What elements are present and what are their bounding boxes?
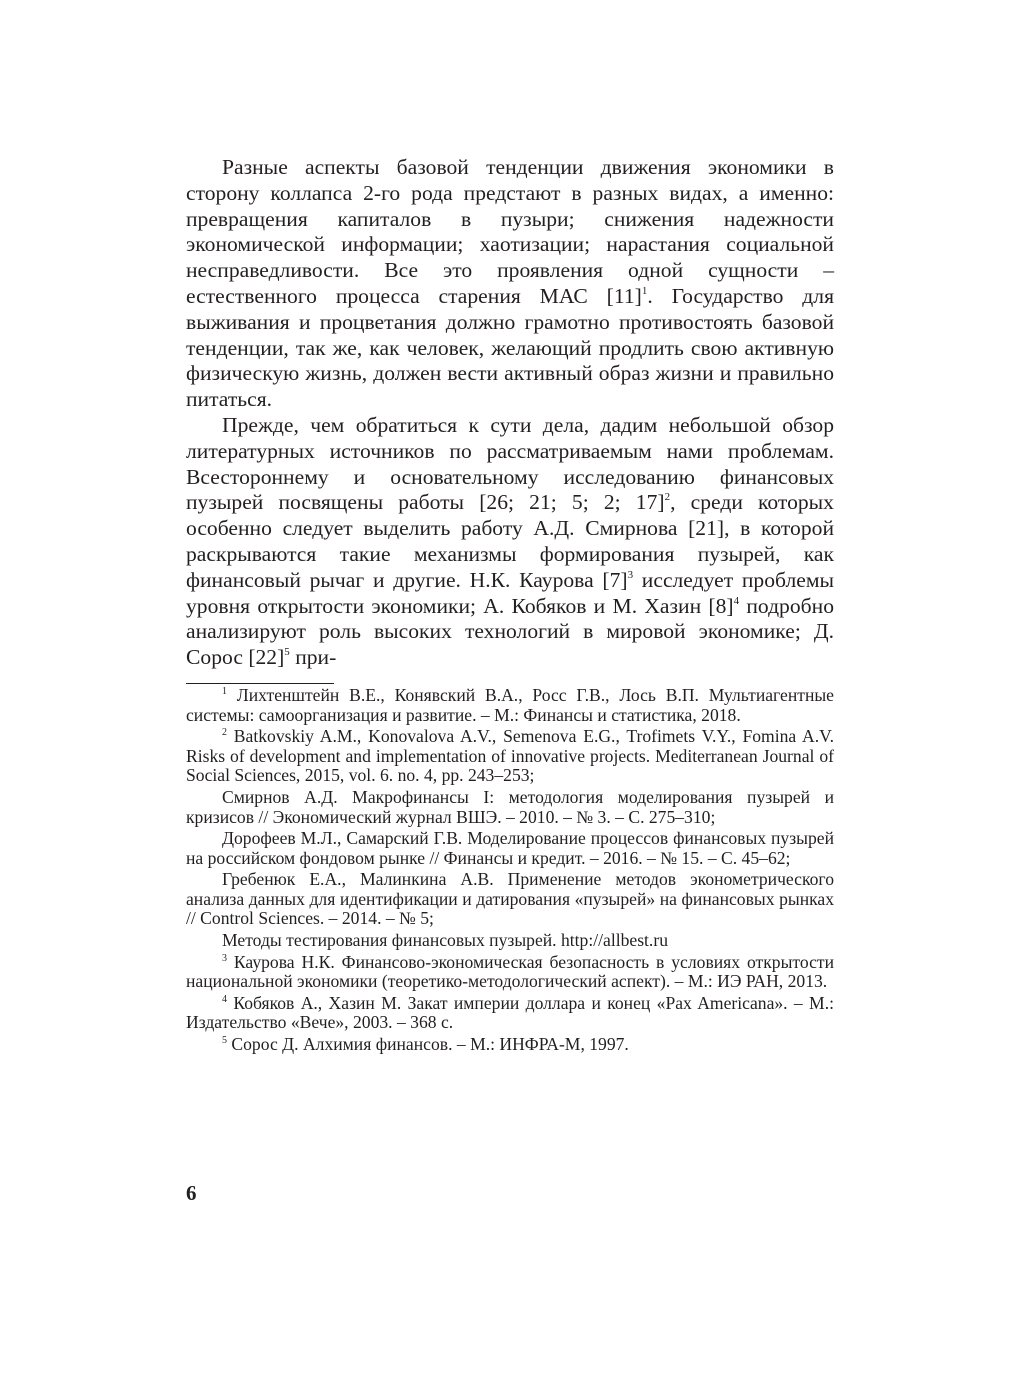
footnote-mark: 2 xyxy=(222,727,227,739)
footnote-ref-5: 5 xyxy=(284,646,290,659)
paragraph-2-text-d: подробно анализируют роль высоких технологий в мировой экономике; Д. Сорос [22] xyxy=(186,593,834,670)
paragraph-1 xyxy=(186,155,834,413)
footnote-text: Методы тестирования финансовых пузырей. http://allbest.ru xyxy=(222,930,668,951)
footnote-ref-1: 1 xyxy=(641,284,648,297)
footnote xyxy=(186,727,834,786)
paragraph-2-text-c: исследует проблемы уровня открытости экономики; А. Кобяков и М. Хазин [8] xyxy=(186,567,834,618)
footnote-mark: 1 xyxy=(222,685,227,697)
footnote xyxy=(186,1035,834,1055)
footnote-mark: 5 xyxy=(222,1035,227,1047)
paragraph-2 xyxy=(186,413,834,671)
footnote-ref-3: 3 xyxy=(627,568,634,581)
footnote xyxy=(186,870,834,929)
paragraph-2-text-e: при- xyxy=(289,645,337,670)
page xyxy=(186,155,834,1055)
footnote-text: Каурова Н.К. Финансово-экономическая безопасность в условиях открытости национальной экономики (теоретико-методологический аспект). – М.: ИЭ РАН, 2013. xyxy=(186,951,834,992)
footnote xyxy=(186,994,834,1033)
footnote-text: Batkovskiy A.M., Konovalova A.V., Semenova E.G., Trofimets V.Y., Fomina A.V. Risks of development and implementation of innovative projects. Mediterranean Journal of Social Sciences, 2015, vol. 6. no. 4, pp. 243–253; xyxy=(186,726,834,786)
footnote xyxy=(186,788,834,827)
footnote-text: Дорофеев М.Л., Самарский Г.В. Моделирование процессов финансовых пузырей на российском фондовом рынке // Финансы и кредит. – 2016. – № 15. – С. 45–62; xyxy=(186,828,834,868)
footnote-text: Лихтенштейн В.Е., Конявский В.А., Росс Г.В., Лось В.П. Мультиагентные системы: самоорганизация и развитие. – М.: Финансы и статистика, 2018. xyxy=(186,684,834,725)
footnote-mark: 3 xyxy=(222,952,227,964)
body-text xyxy=(186,155,834,671)
footnotes xyxy=(186,686,834,1055)
page-number: 6 xyxy=(186,1181,197,1205)
footnote xyxy=(186,829,834,868)
paragraph-2-text-b: , среди которых особенно следует выделить работу А.Д. Смирнова [21], в которой раскрываются такие механизмы формирования пузырей, как финансовый рычаг и другие. Н.К. Каурова [7] xyxy=(186,490,834,592)
footnote xyxy=(186,953,834,992)
footnote-text: Кобяков А., Хазин М. Закат империи доллара и конец «Pax Americana». – М.: Издательство «Вече», 2003. – 368 с. xyxy=(186,992,834,1033)
paragraph-1-text-a: Разные аспекты базовой тенденции движения экономики в сторону коллапса 2-го рода предстают в разных видах, а именно: превращения капиталов в пузыри; снижения надежности экономической информации; хаотизации; нарастания социальной несправедливости. Все это проявления одной сущности – естественного процесса старения МАС [11] xyxy=(186,155,834,308)
footnote-text: Смирнов А.Д. Макрофинансы I: методология моделирования пузырей и кризисов // Экономический журнал ВШЭ. – 2010. – № 3. – С. 275–310; xyxy=(186,786,834,827)
footnote-divider xyxy=(186,683,334,684)
paragraph-1-text-b: . Государство для выживания и процветания должно грамотно противостоять базовой тенденции, так же, как человек, желающий продлить свою активную физическую жизнь, должен вести активный образ жизни и правильно питаться. xyxy=(186,283,834,412)
footnote-mark: 4 xyxy=(222,993,227,1005)
footnote-text: Гребенюк Е.А., Малинкина А.В. Применение методов эконометрического анализа данных для идентификации и датирования «пузырей» на финансовых рынках // Control Sciences. – 2014. – № 5; xyxy=(186,869,834,929)
footnote xyxy=(186,931,834,951)
footnote-text: Сорос Д. Алхимия финансов. – М.: ИНФРА-М, 1997. xyxy=(227,1034,629,1055)
paragraph-2-text-a: Прежде, чем обратиться к сути дела, дадим небольшой обзор литературных источников по рассматриваемым нами проблемам. Всестороннему и основательному исследованию финансовых пузырей посвящены работы [26; 21; 5; 2; 17] xyxy=(186,412,834,515)
footnote-ref-2: 2 xyxy=(664,491,671,504)
footnote xyxy=(186,686,834,725)
footnote-ref-4: 4 xyxy=(733,594,740,607)
